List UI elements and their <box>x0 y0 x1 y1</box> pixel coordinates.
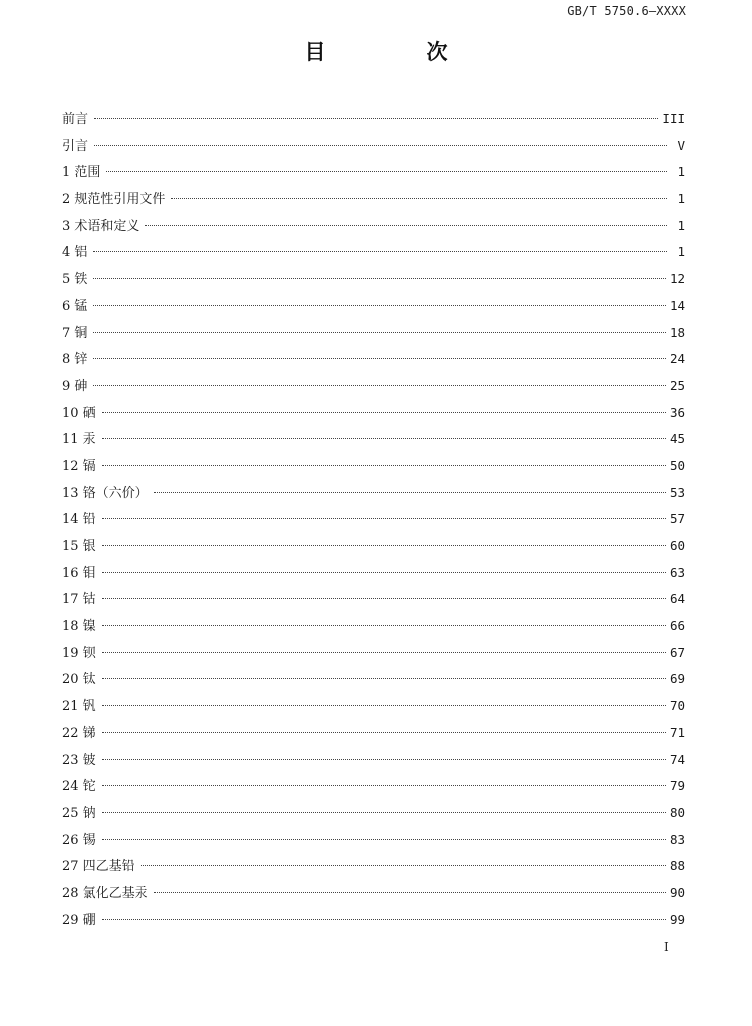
dot-leader <box>102 785 666 786</box>
toc-entry-page: 99 <box>669 911 685 927</box>
toc-entry[interactable] <box>62 400 685 427</box>
toc-entry-label: 24 铊 <box>62 779 96 795</box>
toc-entry-label: 28 氯化乙基汞 <box>62 885 148 901</box>
toc-entry-page: 1 <box>677 244 685 260</box>
toc-entry-label: 19 钡 <box>62 645 96 661</box>
dot-leader <box>102 438 666 439</box>
toc-entry-page: 64 <box>669 591 685 607</box>
dot-leader <box>154 892 666 893</box>
dot-leader <box>102 839 666 840</box>
toc-entry-page: 80 <box>669 804 685 820</box>
toc-entry-page: 24 <box>669 351 685 367</box>
toc-entry[interactable] <box>62 426 685 453</box>
toc-entry[interactable] <box>62 827 685 854</box>
toc-entry[interactable] <box>62 186 685 213</box>
toc-entry-label: 12 镉 <box>62 458 96 474</box>
dot-leader <box>93 251 667 252</box>
toc-entry-page: 79 <box>669 778 685 794</box>
dot-leader <box>102 652 666 653</box>
page-number: I <box>664 940 669 954</box>
toc-entry[interactable] <box>62 346 685 373</box>
dot-leader <box>171 198 667 199</box>
toc-entry[interactable] <box>62 320 685 347</box>
dot-leader <box>154 492 666 493</box>
toc-entry-page: V <box>677 137 685 153</box>
dot-leader <box>102 678 666 679</box>
dot-leader <box>102 732 666 733</box>
toc-entry-page: 53 <box>669 484 685 500</box>
toc-entry-page: III <box>662 111 685 126</box>
toc-entry-label: 20 钛 <box>62 672 96 688</box>
toc-entry-page: 69 <box>669 671 685 687</box>
dot-leader <box>94 118 658 119</box>
toc-entry[interactable] <box>62 880 685 907</box>
toc-entry-page: 70 <box>669 698 685 714</box>
toc-entry-page: 90 <box>669 884 685 900</box>
dot-leader <box>102 598 666 599</box>
dot-leader <box>93 278 666 279</box>
toc-entry-label: 23 铍 <box>62 752 96 768</box>
toc-entry-label: 3 术语和定义 <box>62 218 140 234</box>
toc-entry[interactable] <box>62 560 685 587</box>
toc-entry-label: 引言 <box>62 138 89 154</box>
dot-leader <box>102 545 666 546</box>
toc-entry[interactable] <box>62 640 685 667</box>
toc-entry[interactable] <box>62 133 685 160</box>
toc-entry-page: 12 <box>669 271 685 287</box>
toc-entry-label: 10 硒 <box>62 405 96 421</box>
toc-entry-label: 13 铬（六价） <box>62 485 148 501</box>
dot-leader <box>93 358 666 359</box>
toc-entry[interactable] <box>62 720 685 747</box>
toc-entry[interactable] <box>62 586 685 613</box>
toc-entry[interactable] <box>62 106 685 133</box>
dot-leader <box>102 705 666 706</box>
toc-entry-label: 5 铁 <box>62 272 88 288</box>
toc-entry[interactable] <box>62 239 685 266</box>
toc-entry-page: 50 <box>669 457 685 473</box>
toc-entry[interactable] <box>62 266 685 293</box>
dot-leader <box>102 919 666 920</box>
toc-entry-label: 2 规范性引用文件 <box>62 192 166 208</box>
toc-entry[interactable] <box>62 666 685 693</box>
toc-entry[interactable] <box>62 213 685 240</box>
dot-leader <box>102 572 666 573</box>
toc-entry-page: 14 <box>669 297 685 313</box>
dot-leader <box>102 518 666 519</box>
dot-leader <box>94 145 667 146</box>
page-title: 目 次 <box>304 40 488 64</box>
toc-entry-label: 11 汞 <box>62 432 96 448</box>
toc-entry-page: 74 <box>669 751 685 767</box>
toc-entry[interactable] <box>62 693 685 720</box>
dot-leader <box>102 812 666 813</box>
toc-entry-label: 8 锌 <box>62 352 88 368</box>
toc-entry-page: 66 <box>669 618 685 634</box>
toc-entry[interactable] <box>62 613 685 640</box>
toc-entry-label: 9 砷 <box>62 378 88 394</box>
toc-entry-label: 1 范围 <box>62 165 101 181</box>
toc-entry[interactable] <box>62 506 685 533</box>
dot-leader <box>106 171 667 172</box>
toc-entry-page: 63 <box>669 564 685 580</box>
toc-entry[interactable] <box>62 533 685 560</box>
toc-entry-page: 36 <box>669 404 685 420</box>
toc-entry-label: 22 锑 <box>62 725 96 741</box>
toc-entry-label: 7 铜 <box>62 325 88 341</box>
toc-entry-label: 前言 <box>62 112 89 127</box>
toc-entry[interactable] <box>62 373 685 400</box>
dot-leader <box>102 412 666 413</box>
dot-leader <box>93 332 666 333</box>
toc-entry-label: 21 钒 <box>62 699 96 715</box>
toc-entry-label: 17 钴 <box>62 592 96 608</box>
toc-entry-page: 1 <box>677 164 685 180</box>
toc-entry-page: 67 <box>669 644 685 660</box>
toc-entry[interactable] <box>62 853 685 880</box>
toc-entry[interactable] <box>62 453 685 480</box>
toc-entry[interactable] <box>62 747 685 774</box>
toc-entry-label: 15 银 <box>62 539 96 554</box>
toc-entry[interactable] <box>62 773 685 800</box>
dot-leader <box>93 305 666 306</box>
toc-entry[interactable] <box>62 800 685 827</box>
dot-leader <box>102 465 666 466</box>
toc-entry-page: 83 <box>669 831 685 847</box>
toc-entry-page: 60 <box>669 538 685 553</box>
toc-entry[interactable] <box>62 480 685 507</box>
toc-entry[interactable] <box>62 907 685 934</box>
dot-leader <box>102 625 666 626</box>
toc-entry[interactable] <box>62 159 685 186</box>
toc-entry-page: 57 <box>669 511 685 527</box>
toc-entry-label: 27 四乙基铅 <box>62 859 135 875</box>
toc-entry-page: 1 <box>677 217 685 233</box>
toc-entry-label: 18 镍 <box>62 619 96 635</box>
toc-entry-page: 25 <box>669 377 685 393</box>
toc-entry-label: 6 锰 <box>62 298 88 314</box>
toc-entry-page: 88 <box>669 858 685 874</box>
toc-entry-label: 4 铝 <box>62 245 88 261</box>
toc-entry-page: 1 <box>677 191 685 207</box>
toc-entry[interactable] <box>62 293 685 320</box>
dot-leader <box>102 759 666 760</box>
toc-entry-label: 14 铅 <box>62 512 96 528</box>
toc-entry-label: 25 钠 <box>62 805 96 821</box>
dot-leader <box>93 385 666 386</box>
toc-entry-label: 26 锡 <box>62 832 96 848</box>
dot-leader <box>141 865 666 866</box>
document-code: GB/T 5750.6—XXXX <box>567 4 686 18</box>
toc-entry-label: 16 钼 <box>62 565 96 581</box>
toc-entry-page: 45 <box>669 431 685 447</box>
toc-entry-page: 18 <box>669 324 685 340</box>
toc-entry-page: 71 <box>669 724 685 740</box>
toc-entry-label: 29 硼 <box>62 912 96 928</box>
table-of-contents <box>62 106 685 933</box>
dot-leader <box>145 225 667 226</box>
